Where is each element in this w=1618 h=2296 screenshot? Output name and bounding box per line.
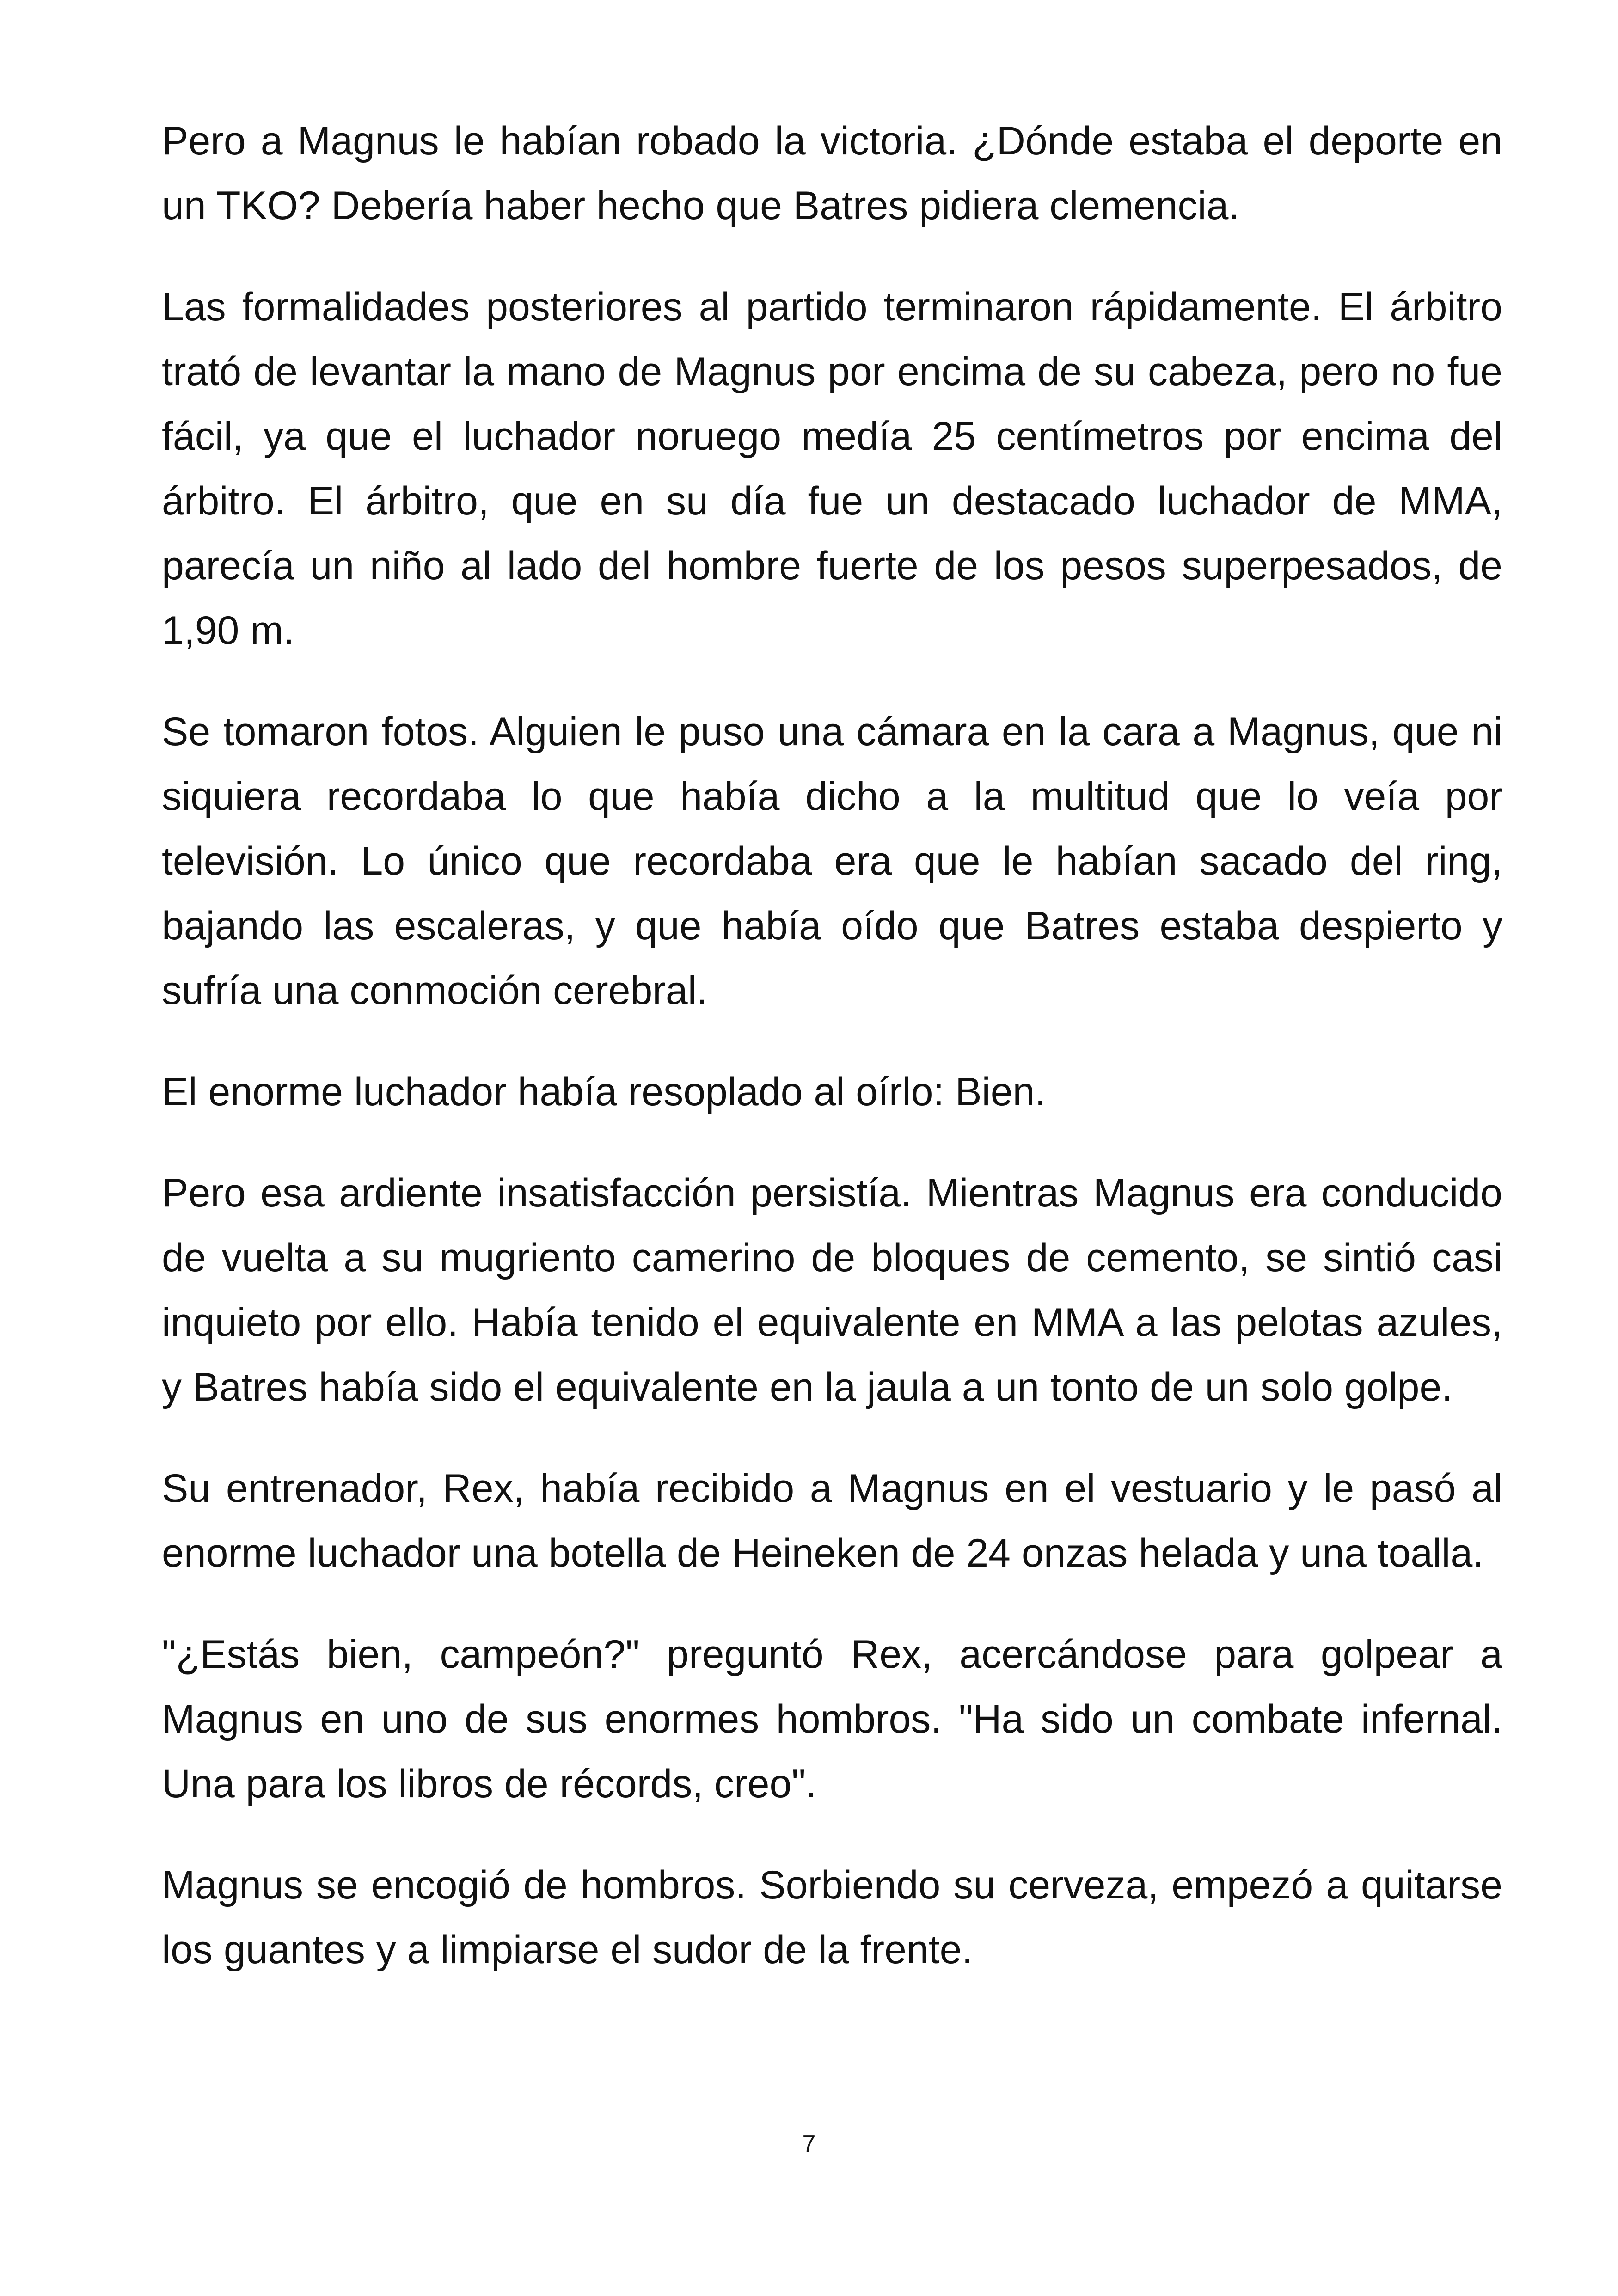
paragraph-8: Magnus se encogió de hombros. Sorbiendo su cerveza, empezó a quitarse los guantes y a limpiarse el sudor de la frente. [162,1863,1502,1972]
paragraph-7: "¿Estás bien, campeón?" preguntó Rex, acercándose para golpear a Magnus en uno de sus enormes hombros. "Ha sido un combate infernal. Una para los libros de récords, creo". [162,1632,1502,1806]
paragraph-4: El enorme luchador había resoplado al oírlo: Bien. [162,1070,1046,1114]
body-text [162,109,1502,2019]
paragraph-6: Su entrenador, Rex, había recibido a Magnus en el vestuario y le pasó al enorme luchador una botella de Heineken de 24 onzas helada y una toalla. [162,1466,1502,1575]
page-number: 7 [802,2131,816,2157]
paragraph-5: Pero esa ardiente insatisfacción persistía. Mientras Magnus era conducido de vuelta a su mugriento camerino de bloques de cemento, se sintió casi inquieto por ello. Había tenido el equivalente en MMA a las pelotas azules, y Batres había sido el equivalente en la jaula a un tonto de un solo golpe. [162,1171,1502,1409]
paragraph-2: Las formalidades posteriores al partido terminaron rápidamente. El árbitro trató de levantar la mano de Magnus por encima de su cabeza, pero no fue fácil, ya que el luchador noruego medía 25 centímetros por encima del árbitro. El árbitro, que en su día fue un destacado luchador de MMA, parecía un niño al lado del hombre fuerte de los pesos superpesados, de 1,90 m. [162,285,1502,653]
paragraph-1: Pero a Magnus le habían robado la victoria. ¿Dónde estaba el deporte en un TKO? Debería haber hecho que Batres pidiera clemencia. [162,119,1502,228]
paragraph-3: Se tomaron fotos. Alguien le puso una cámara en la cara a Magnus, que ni siquiera recordaba lo que había dicho a la multitud que lo veía por televisión. Lo único que recordaba era que le habían sacado del ring, bajando las escaleras, y que había oído que Batres estaba despierto y sufría una conmoción cerebral. [162,710,1502,1013]
